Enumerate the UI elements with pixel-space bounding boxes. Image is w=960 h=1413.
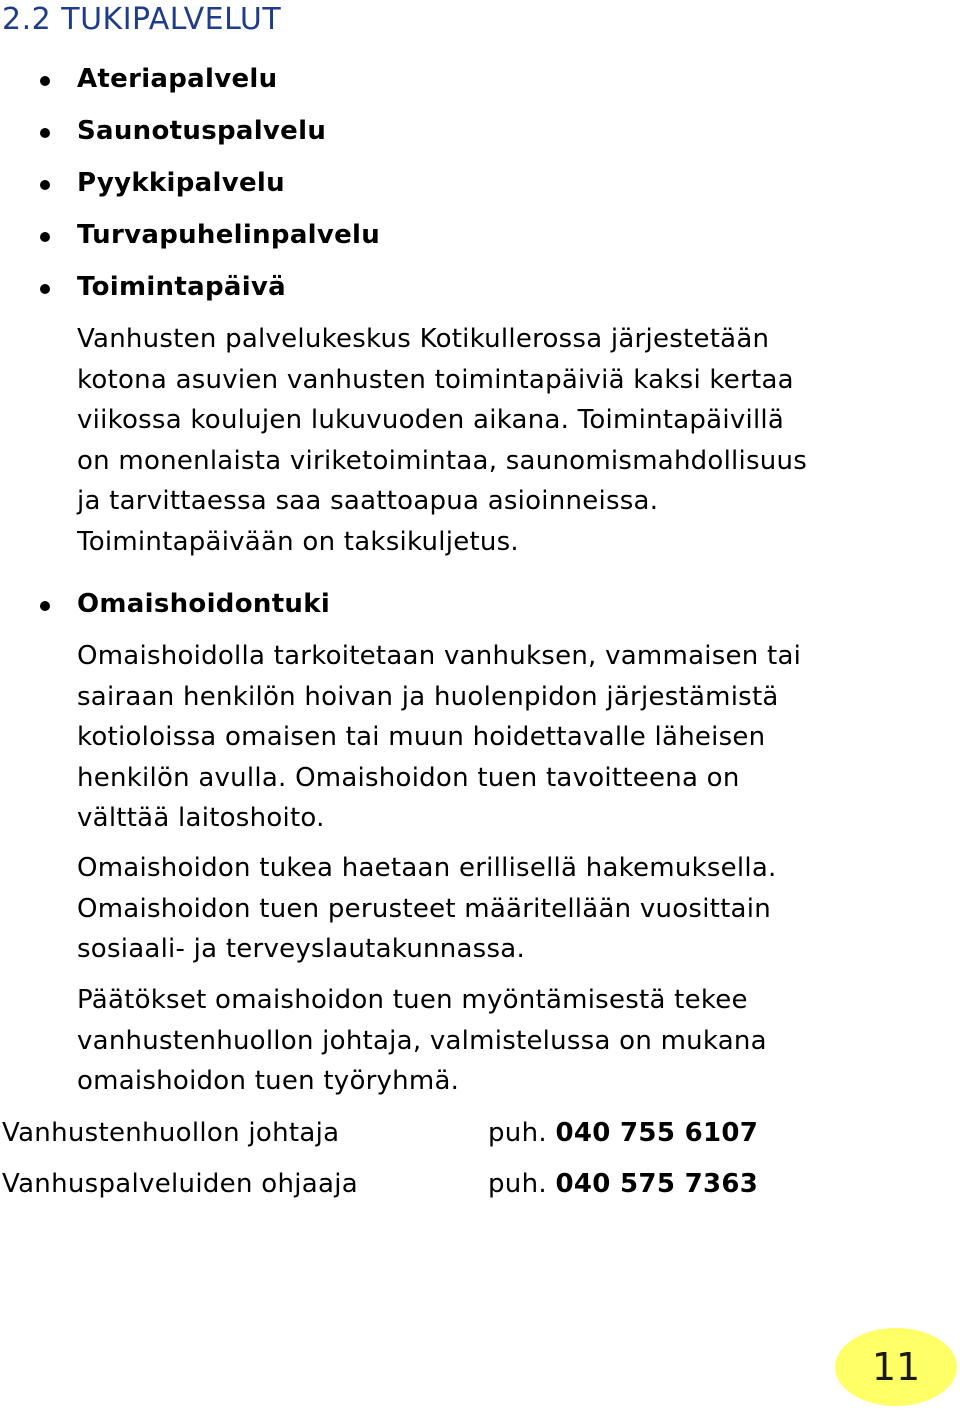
list-item	[0, 59, 930, 99]
paragraph-line: ja tarvittaessa saa saattoapua asioinneissa.	[77, 486, 659, 516]
list-item	[0, 163, 930, 203]
phone-prefix: puh.	[488, 1118, 547, 1148]
bullet-icon	[40, 601, 50, 611]
service-label: Ateriapalvelu	[77, 64, 278, 94]
paragraph-line: sairaan henkilön hoivan ja huolenpidon järjestämistä	[77, 681, 779, 712]
paragraph-line: Omaishoidon tuen perusteet määritellään vuosittain	[77, 893, 771, 924]
paragraph-line: kotioloissa omaisen tai muun hoidettavalle läheisen	[77, 722, 766, 752]
contact-role: Vanhuspalveluiden ohjaaja	[2, 1169, 359, 1199]
paragraph-line: Päätökset omaishoidon tuen myöntämisestä tekee	[77, 985, 748, 1015]
phone-number: 040 755 6107	[555, 1118, 759, 1148]
paragraph-line: vanhustenhuollon johtaja, valmistelussa on mukana	[77, 1025, 767, 1056]
paragraph-line: henkilön avulla. Omaishoidon tuen tavoitteena on	[77, 762, 740, 793]
paragraph-line: välttää laitoshoito.	[77, 803, 325, 833]
paragraph-line: on monenlaista viriketoimintaa, saunomismahdollisuus	[77, 445, 808, 476]
paragraph-line: omaishoidon tuen työryhmä.	[77, 1066, 460, 1096]
page-number-badge: 11	[835, 1328, 957, 1406]
contact-phone	[488, 1164, 758, 1204]
contact-row	[2, 1113, 942, 1153]
paragraph-line: sosiaali- ja terveyslautakunnassa.	[77, 934, 525, 964]
service-label: Turvapuhelinpalvelu	[77, 220, 381, 250]
bullet-icon	[40, 128, 50, 138]
service-label: Omaishoidontuki	[77, 589, 331, 619]
service-label: Pyykkipalvelu	[77, 168, 285, 198]
service-label: Saunotuspalvelu	[77, 116, 327, 146]
paragraph-line: Vanhusten palvelukeskus Kotikullerossa järjestetään	[77, 324, 770, 354]
list-item	[0, 111, 930, 151]
service-label: Toimintapäivä	[77, 272, 287, 302]
bullet-icon	[40, 180, 50, 190]
bullet-icon	[40, 284, 50, 294]
contact-role: Vanhustenhuollon johtaja	[2, 1118, 340, 1148]
omaishoito-definition-paragraph	[77, 636, 937, 839]
contact-row	[2, 1164, 942, 1204]
paragraph-line: Toimintapäivään on taksikuljetus.	[77, 526, 519, 557]
paragraph-line: kotona asuvien vanhusten toimintapäiviä kaksi kertaa	[77, 364, 794, 395]
omaishoito-application-paragraph	[77, 848, 937, 970]
bullet-icon	[40, 232, 50, 242]
paragraph-line: Omaishoidolla tarkoitetaan vanhuksen, vammaisen tai	[77, 641, 802, 671]
omaishoito-decision-paragraph	[77, 980, 937, 1102]
contact-phone	[488, 1113, 758, 1153]
list-item	[0, 215, 930, 255]
phone-prefix: puh.	[488, 1169, 547, 1199]
list-item	[0, 584, 930, 624]
section-title: 2.2 TUKIPALVELUT	[2, 2, 282, 37]
paragraph-line: viikossa koulujen lukuvuoden aikana. Toimintapäivillä	[77, 405, 785, 435]
list-item	[0, 267, 930, 307]
phone-number: 040 575 7363	[555, 1169, 759, 1199]
toimintapaiva-paragraph	[77, 319, 937, 562]
paragraph-line: Omaishoidon tukea haetaan erillisellä hakemuksella.	[77, 853, 777, 883]
bullet-icon	[40, 76, 50, 86]
